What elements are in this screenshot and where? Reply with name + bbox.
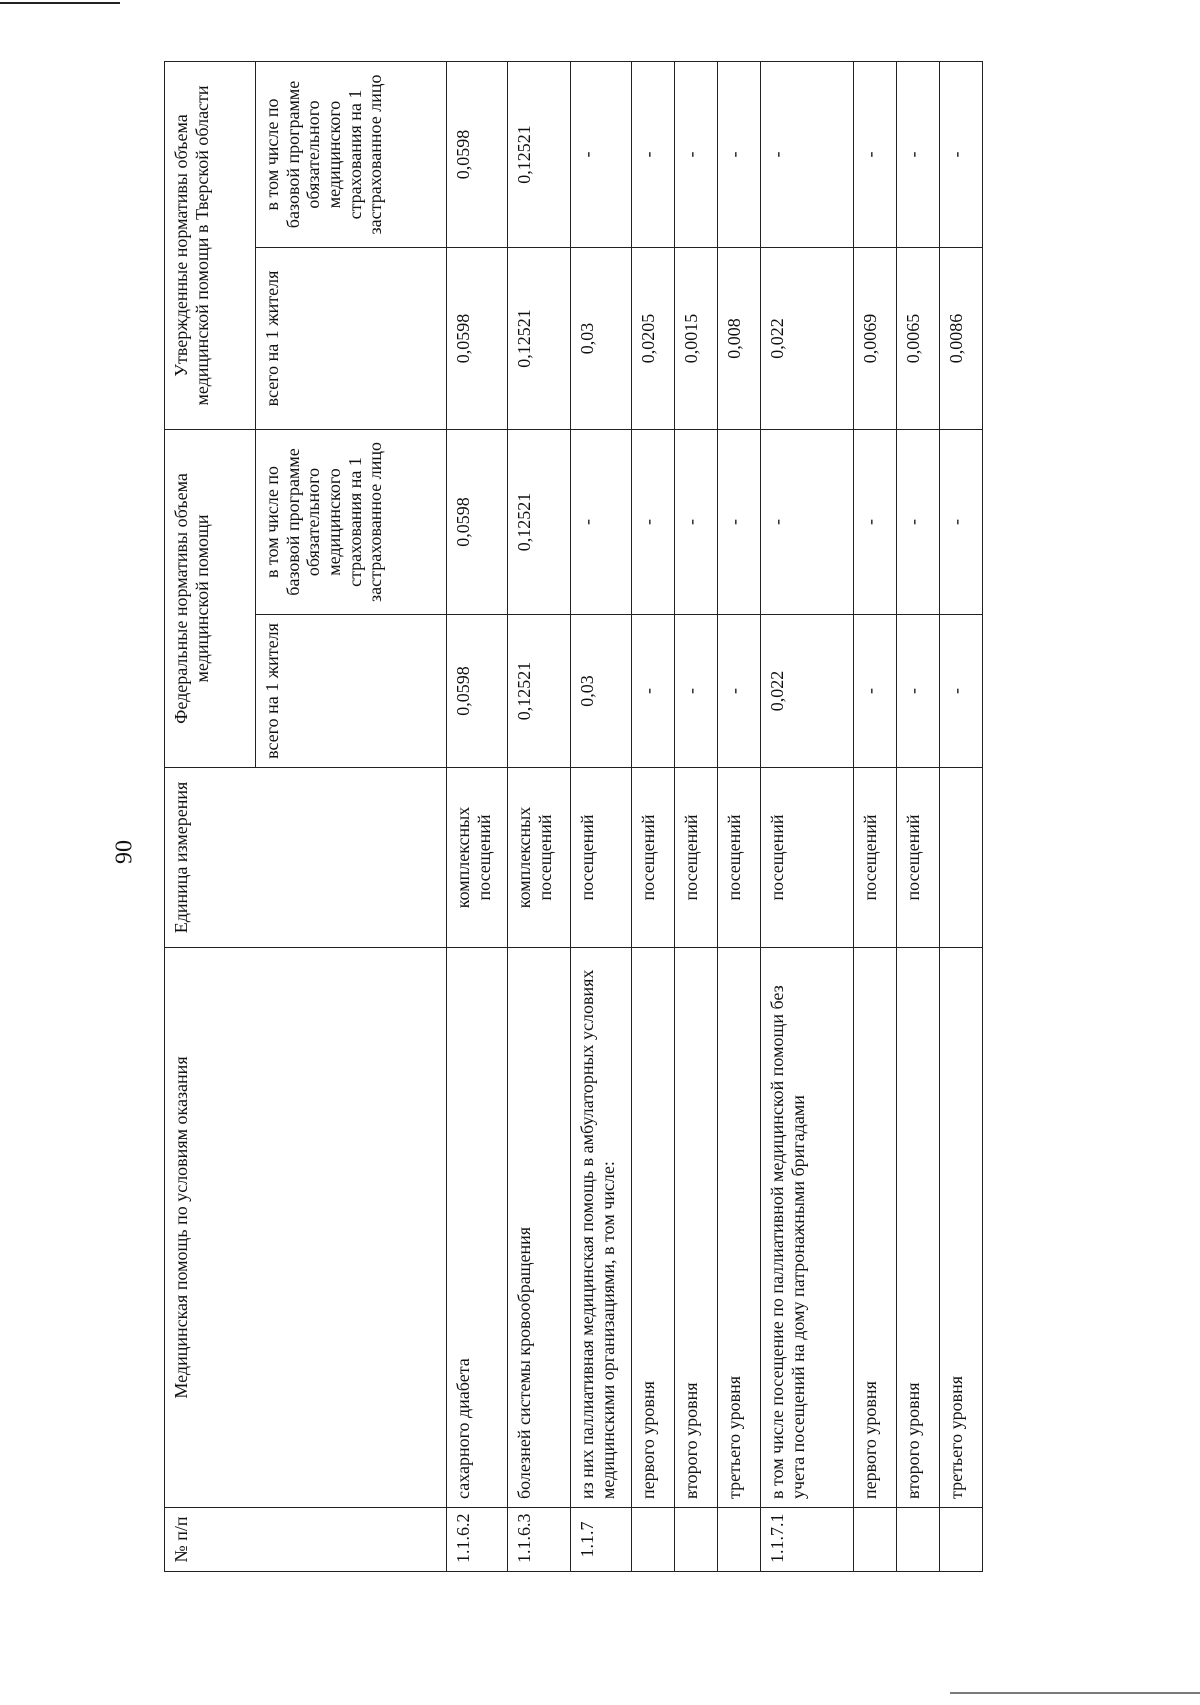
federal-total: 0,03 [571,615,632,768]
row-number [854,1508,897,1572]
federal-oms: - [571,429,632,614]
row-name: третьего уровня [940,948,983,1508]
regional-total: 0,0086 [940,247,983,429]
row-number [675,1508,718,1572]
federal-oms: - [718,429,761,614]
row-name: из них паллиативная медицинская помощь в амбулаторных условиях медицинскими организациями, в том числе: [571,948,632,1508]
regional-oms: - [940,61,983,247]
federal-oms: - [897,429,940,614]
row-number: 1.1.6.2 [447,1508,508,1572]
header-federal-per-insured: в том числе по базовой программе обязательного медицинского страхования на 1 застрахованное лицо [256,429,447,614]
row-unit: посещений [897,768,940,948]
federal-oms: - [940,429,983,614]
federal-oms: - [854,429,897,614]
header-approved-per-insured: в том числе по базовой программе обязательного медицинского страхования на 1 застрахованное лицо [256,61,447,247]
regional-total: 0,0598 [447,247,508,429]
regional-oms: - [571,61,632,247]
page-number: 90 [111,840,138,864]
regional-oms: - [718,61,761,247]
regional-oms: 0,12521 [508,61,571,247]
row-name: первого уровня [854,948,897,1508]
row-number [632,1508,675,1572]
federal-total: 0,12521 [508,615,571,768]
scan-artifact [950,1692,1200,1694]
table-row [675,61,718,1571]
row-unit: посещений [854,768,897,948]
regional-total: 0,0069 [854,247,897,429]
row-number: 1.1.7.1 [761,1508,854,1572]
row-unit: комплексных посещений [447,768,508,948]
regional-total: 0,03 [571,247,632,429]
federal-oms: 0,0598 [447,429,508,614]
federal-total: - [632,615,675,768]
table-row [447,61,508,1571]
row-name: в том числе посещение по паллиативной медицинской помощи без учета посещений на дому патронажными бригадами [761,948,854,1508]
row-name: первого уровня [632,948,675,1508]
header-name: Медицинская помощь по условиям оказания [165,948,447,1508]
row-unit: посещений [632,768,675,948]
row-unit: посещений [571,768,632,948]
federal-oms: 0,12521 [508,429,571,614]
row-number: 1.1.7 [571,1508,632,1572]
header-unit: Единица измерения [165,768,447,948]
federal-total: 0,0598 [447,615,508,768]
federal-total: - [897,615,940,768]
header-num: № п/п [165,1508,447,1572]
row-name: сахарного диабета [447,948,508,1508]
table-row [940,61,983,1571]
regional-oms: - [854,61,897,247]
regional-total: 0,12521 [508,247,571,429]
row-number [897,1508,940,1572]
regional-total: 0,0015 [675,247,718,429]
table-row [571,61,632,1571]
norms-table [164,61,983,1572]
federal-total: 0,022 [761,615,854,768]
row-unit: посещений [761,768,854,948]
table-row [897,61,940,1571]
header-federal-per-resident: всего на 1 жителя [256,615,447,768]
federal-total: - [854,615,897,768]
table-row [718,61,761,1571]
federal-total: - [718,615,761,768]
row-name: второго уровня [897,948,940,1508]
federal-oms: - [675,429,718,614]
row-name: третьего уровня [718,948,761,1508]
row-unit: комплексных посещений [508,768,571,948]
table-row [508,61,571,1571]
header-approved: Утвержденные нормативы объема медицинской помощи в Тверской области [165,61,256,429]
regional-total: 0,022 [761,247,854,429]
table-row [632,61,675,1571]
row-number [718,1508,761,1572]
row-number: 1.1.6.3 [508,1508,571,1572]
header-federal: Федеральные нормативы объема медицинской помощи [165,429,256,767]
regional-total: 0,0065 [897,247,940,429]
federal-oms: - [632,429,675,614]
regional-total: 0,0205 [632,247,675,429]
table-row [761,61,854,1571]
table-row [854,61,897,1571]
federal-total: - [940,615,983,768]
scan-artifact [0,2,120,4]
regional-oms: - [675,61,718,247]
row-unit: посещений [718,768,761,948]
row-unit [940,768,983,948]
regional-oms: 0,0598 [447,61,508,247]
row-unit: посещений [675,768,718,948]
regional-oms: - [761,61,854,247]
header-approved-per-resident: всего на 1 жителя [256,247,447,429]
regional-total: 0,008 [718,247,761,429]
row-number [940,1508,983,1572]
regional-oms: - [897,61,940,247]
row-name: болезней системы кровообращения [508,948,571,1508]
federal-oms: - [761,429,854,614]
row-name: второго уровня [675,948,718,1508]
rotated-table-container [164,62,1200,1572]
regional-oms: - [632,61,675,247]
federal-total: - [675,615,718,768]
